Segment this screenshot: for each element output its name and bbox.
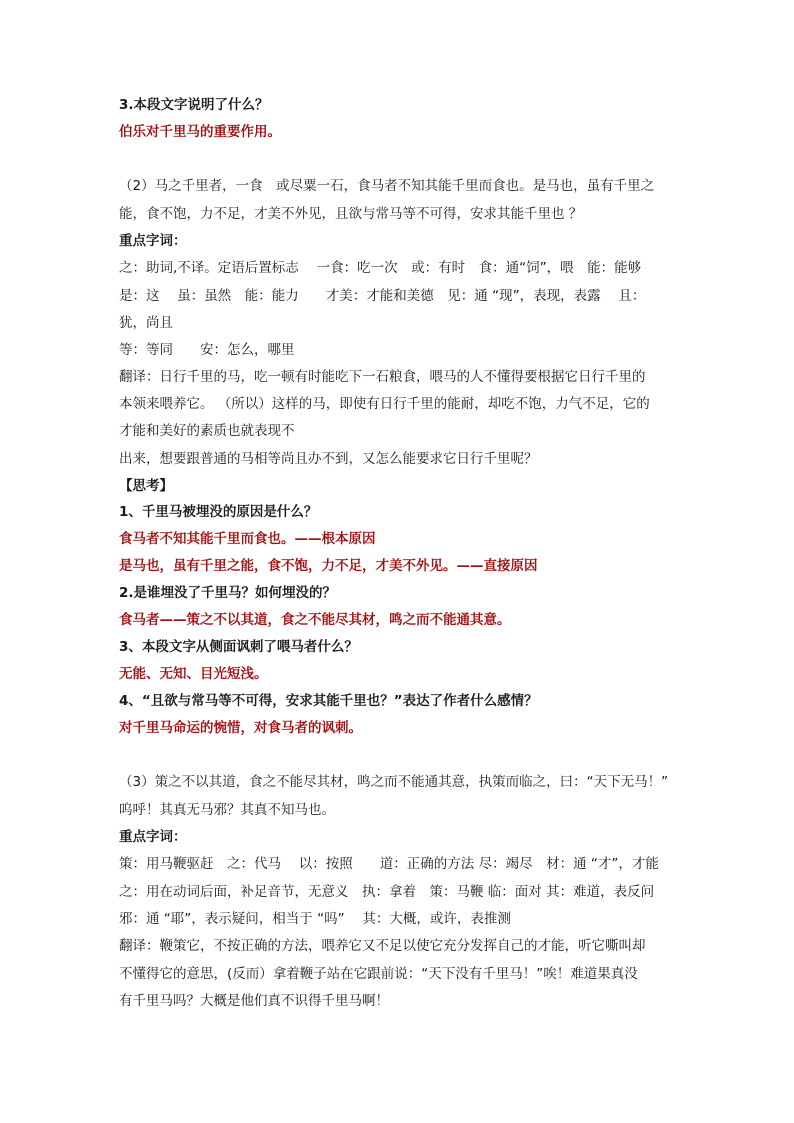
think-answer-2: 食马者——策之不以其道，食之不能尽其材，鸣之而不能通其意。 (119, 612, 511, 628)
translation-2-line-3: 有千里马吗？大概是他们真不识得千里马啊！ (119, 993, 389, 1009)
key-words-2-line-1: 策：用马鞭驱赶 之：代马 以：按照 道：正确的方法 尽：竭尽 材：通 “才”，才能 (119, 856, 659, 872)
key-words-line-2: 是：这 虽：虽然 能：能力 才美：才能和美德 见：通 “现”，表现，表露 且： (119, 288, 646, 304)
question-3: 3.本段文字说明了什么？ (119, 97, 269, 113)
translation-2-line-1: 翻译：鞭策它，不按正确的方法，喂养它又不足以使它充分发挥自己的才能，听它嘶叫却 (119, 938, 646, 954)
key-words-line-4: 等：等同 安：怎么，哪里 (119, 342, 295, 358)
think-question-1: 1、千里马被埋没的原因是什么？ (119, 504, 318, 520)
think-answer-3: 无能、无知、目光短浅。 (119, 666, 268, 682)
think-answer-1b: 是马也，虽有千里之能，食不饱，力不足，才美不外见。——直接原因 (119, 558, 538, 574)
key-words-line-3: 犹，尚且 (119, 315, 173, 331)
translation-2-line-2: 不懂得它的意思，(反而）拿着鞭子站在它跟前说：“天下没有千里马！”唉！难道果真没 (119, 966, 638, 982)
think-question-2: 2.是谁埋没了千里马？如何埋没的？ (119, 585, 337, 601)
key-words-line-1: 之：助词,不译。定语后置标志 一食：吃一次 或：有时 食：通“饲”，喂 能：能够 (119, 260, 642, 276)
think-answer-1a: 食马者不知其能千里而食也。——根本原因 (119, 531, 376, 547)
think-question-3: 3、本段文字从侧面讽刺了喂马者什么？ (119, 639, 358, 655)
key-words-2-line-3: 邪：通 “耶”，表示疑问，相当于 “吗” 其：大概，或许，表推测 (119, 911, 511, 927)
passage-2-line-2: 能，食不饱，力不足，才美不外见，且欲与常马等不可得，安求其能千里也 ？ (119, 206, 583, 222)
translation-line-1: 翻译：日行千里的马，吃一顿有时能吃下一石粮食，喂马的人不懂得要根据它日行千里的 (119, 369, 646, 385)
answer-3: 伯乐对千里马的重要作用。 (119, 124, 281, 140)
translation-line-2: 本领来喂养它。 （所以）这样的马，即使有日行千里的能耐，却吃不饱，力气不足，它的 (119, 396, 650, 412)
translation-line-3: 才能和美好的素质也就表现不 (119, 423, 295, 439)
passage-3-line-1: （3）策之不以其道，食之不能尽其材，鸣之而不能通其意，执策而临之，曰：“天下无马！” (119, 774, 669, 790)
think-question-4: 4、“且欲与常马等不可得，安求其能千里也？”表达了作者什么感情？ (119, 693, 538, 709)
think-heading: 【思考】 (119, 478, 173, 494)
passage-3-line-2: 呜呼！其真无马邪？其真不知马也。 (119, 802, 335, 818)
key-words-2-line-2: 之：用在动词后面，补足音节，无意义 执：拿着 策：马鞭 临：面对 其：难道，表反问 (119, 884, 655, 900)
key-words-heading-2: 重点字词： (119, 829, 187, 845)
key-words-heading: 重点字词： (119, 233, 187, 249)
think-answer-4: 对千里马命运的惋惜，对食马者的讽刺。 (119, 720, 362, 736)
translation-line-4: 出来，想要跟普通的马相等尚且办不到，又怎么能要求它日行千里呢？ (119, 451, 538, 467)
passage-2-line-1: （2）马之千里者，一食 或尽粟一石，食马者不知其能千里而食也。是马也，虽有千里之 (119, 178, 655, 194)
